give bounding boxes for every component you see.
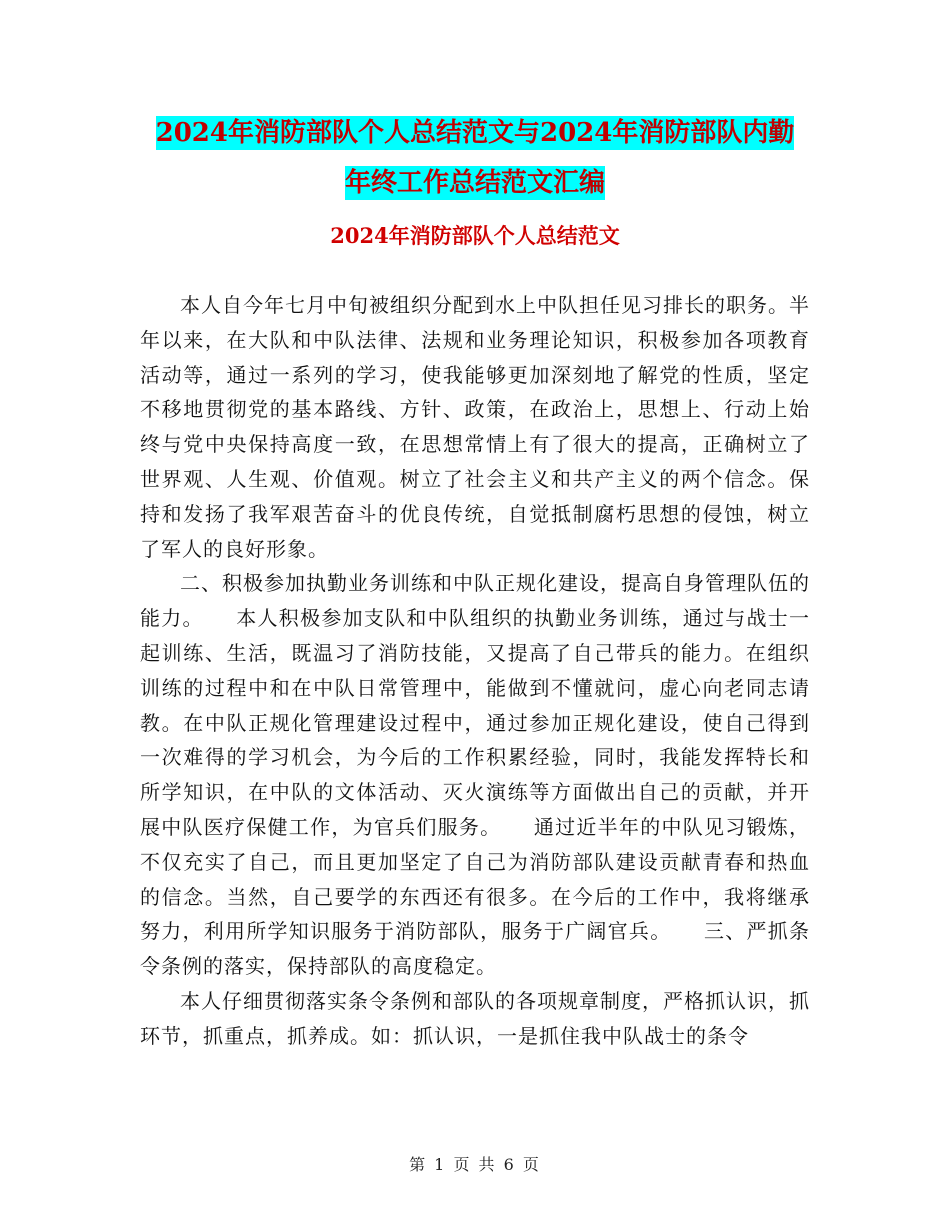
document-title-line-2: 年终工作总结范文汇编	[344, 168, 605, 198]
paragraph-3: 本人仔细贯彻落实条令条例和部队的各项规章制度，严格抓认识，抓环节，抓重点，抓养成。如：抓认识，一是抓住我中队战士的条令	[140, 988, 810, 1048]
section-title: 2024年消防部队个人总结范文	[330, 223, 620, 248]
document-title-line-1: 2024年消防部队个人总结范文与2024年消防部队内勤	[155, 118, 795, 148]
document-body	[140, 288, 810, 1054]
document-title	[140, 108, 810, 208]
page-footer: 第 1 页 共 6 页	[409, 1155, 541, 1174]
paragraph-2: 二、积极参加执勤业务训练和中队正规化建设，提高自身管理队伍的能力。 本人积极参加支队和中队组织的执勤业务训练，通过与战士一起训练、生活，既温习了消防技能，又提高了自己带兵的能力。在组织训练的过程中和在中队日常管理中，能做到不懂就问，虚心向老同志请教。在中队正规化管理建设过程中，通过参加正规化建设，使自己得到一次难得的学习机会，为今后的工作积累经验，同时，我能发挥特长和所学知识，在中队的文体活动、灭火演练等方面做出自己的贡献，并开展中队医疗保健工作，为官兵们服务。 通过近半年的中队见习锻炼，不仅充实了自己，而且更加坚定了自己为消防部队建设贡献青春和热血的信念。当然，自己要学的东西还有很多。在今后的工作中，我将继承努力，利用所学知识服务于消防部队，服务于广阔官兵。 三、严抓条令条例的落实，保持部队的高度稳定。	[140, 571, 810, 979]
paragraph-1: 本人自今年七月中旬被组织分配到水上中队担任见习排长的职务。半年以来，在大队和中队法律、法规和业务理论知识，积极参加各项教育活动等，通过一系列的学习，使我能够更加深刻地了解党的性质，坚定不移地贯彻党的基本路线、方针、政策，在政治上，思想上、行动上始终与党中央保持高度一致，在思想常情上有了很大的提高，正确树立了世界观、人生观、价值观。树立了社会主义和共产主义的两个信念。保持和发扬了我军艰苦奋斗的优良传统，自觉抵制腐朽思想的侵蚀，树立了军人的良好形象。	[140, 293, 810, 561]
